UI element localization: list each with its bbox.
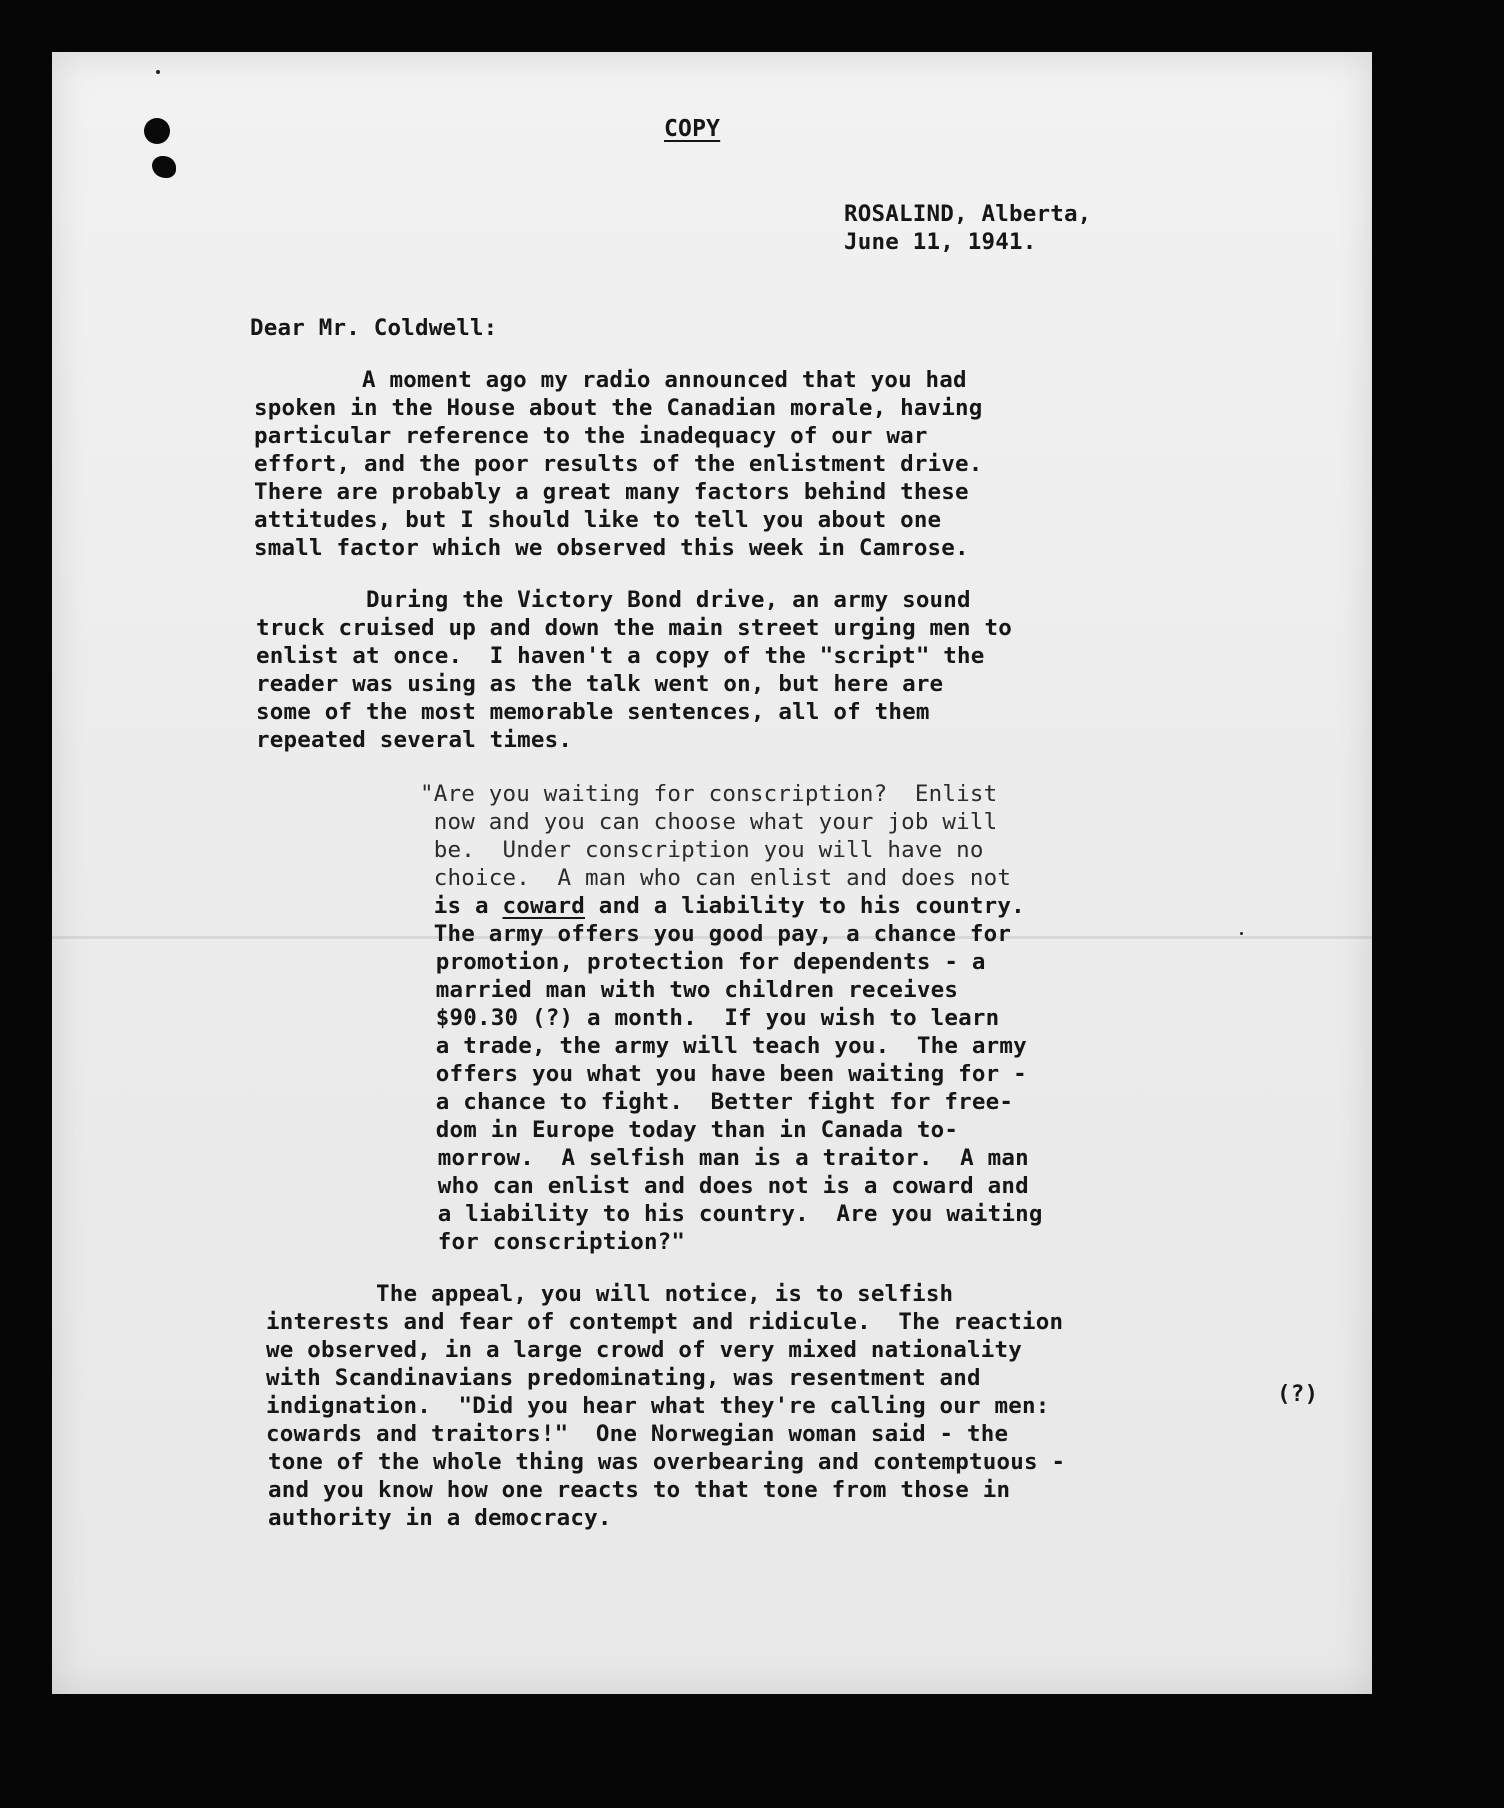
punch-hole-bottom xyxy=(152,156,176,178)
ink-speck xyxy=(156,70,160,74)
paragraph3-line: we observed, in a large crowd of very mixed nationality xyxy=(266,1337,1023,1363)
paragraph1-line: There are probably a great many factors behind these xyxy=(254,479,969,505)
quote-line: $90.30 (?) a month. If you wish to learn xyxy=(422,1005,1000,1031)
paragraph3-line: cowards and traitors!" One Norwegian woman said - the xyxy=(266,1421,1009,1447)
quote-line: a chance to fight. Better fight for free- xyxy=(422,1089,1014,1115)
quote-line-coward xyxy=(420,892,1025,920)
quote-line: who can enlist and does not is a coward and xyxy=(424,1173,1029,1199)
quote-line: offers you what you have been waiting for - xyxy=(422,1061,1027,1087)
quote-line: choice. A man who can enlist and does not xyxy=(420,865,1012,891)
paragraph2-line: repeated several times. xyxy=(256,727,573,753)
paragraph3-line: interests and fear of contempt and ridicule. The reaction xyxy=(266,1309,1064,1335)
quote-line: dom in Europe today than in Canada to- xyxy=(422,1117,959,1143)
paragraph2-line: During the Victory Bond drive, an army sound xyxy=(256,587,971,613)
paragraph2-line: enlist at once. I haven't a copy of the "script" the xyxy=(256,643,985,669)
paragraph3-line: indignation. "Did you hear what they're calling our men: xyxy=(266,1393,1050,1419)
paragraph3-line: The appeal, you will notice, is to selfish xyxy=(266,1281,954,1307)
quote-line: "Are you waiting for conscription? Enlist xyxy=(420,781,998,807)
paragraph3-line: tone of the whole thing was overbearing and contemptuous - xyxy=(268,1449,1066,1475)
punch-hole-top xyxy=(144,118,170,144)
paragraph2-line: some of the most memorable sentences, all of them xyxy=(256,699,930,725)
quote-line: promotion, protection for dependents - a xyxy=(422,949,986,975)
paragraph1-line: attitudes, but I should like to tell you about one xyxy=(254,507,942,533)
quote-line: for conscription?" xyxy=(424,1229,686,1255)
salutation: Dear Mr. Coldwell: xyxy=(250,315,498,341)
quote-line: morrow. A selfish man is a traitor. A man xyxy=(424,1145,1029,1171)
paragraph1-line: A moment ago my radio announced that you had xyxy=(252,367,967,393)
paragraph3-line: with Scandinavians predominating, was resentment and xyxy=(266,1365,981,1391)
quote-line: a trade, the army will teach you. The army xyxy=(422,1033,1027,1059)
paragraph1-line: spoken in the House about the Canadian morale, having xyxy=(254,395,983,421)
quote-line: married man with two children receives xyxy=(422,977,959,1003)
quote-line: be. Under conscription you will have no xyxy=(420,837,984,863)
quote-line: a liability to his country. Are you waiting xyxy=(424,1201,1043,1227)
paragraph3-line: authority in a democracy. xyxy=(268,1505,612,1531)
paragraph2-line: reader was using as the talk went on, but here are xyxy=(256,671,944,697)
quote-line: now and you can choose what your job will xyxy=(420,809,998,835)
paragraph3-line: and you know how one reacts to that tone from those in xyxy=(268,1477,1011,1503)
quote-line: The army offers you good pay, a chance for xyxy=(420,921,1012,947)
paragraph2-line: truck cruised up and down the main street urging men to xyxy=(256,615,1013,641)
letter-date: June 11, 1941. xyxy=(844,229,1037,255)
quote-text: is a xyxy=(420,893,503,919)
paragraph1-line: small factor which we observed this week in Camrose. xyxy=(254,535,969,561)
letter-sheet xyxy=(52,52,1372,1694)
ink-speck xyxy=(1240,932,1243,935)
underlined-word-coward: coward xyxy=(502,893,585,919)
paragraph1-line: particular reference to the inadequacy of our war xyxy=(254,423,928,449)
quote-text: and a liability to his country. xyxy=(584,893,1025,919)
copy-heading: COPY xyxy=(664,116,721,142)
sender-place: ROSALIND, Alberta, xyxy=(844,201,1092,227)
paragraph1-line: effort, and the poor results of the enlistment drive. xyxy=(254,451,983,477)
margin-note: (?) xyxy=(1277,1381,1319,1407)
